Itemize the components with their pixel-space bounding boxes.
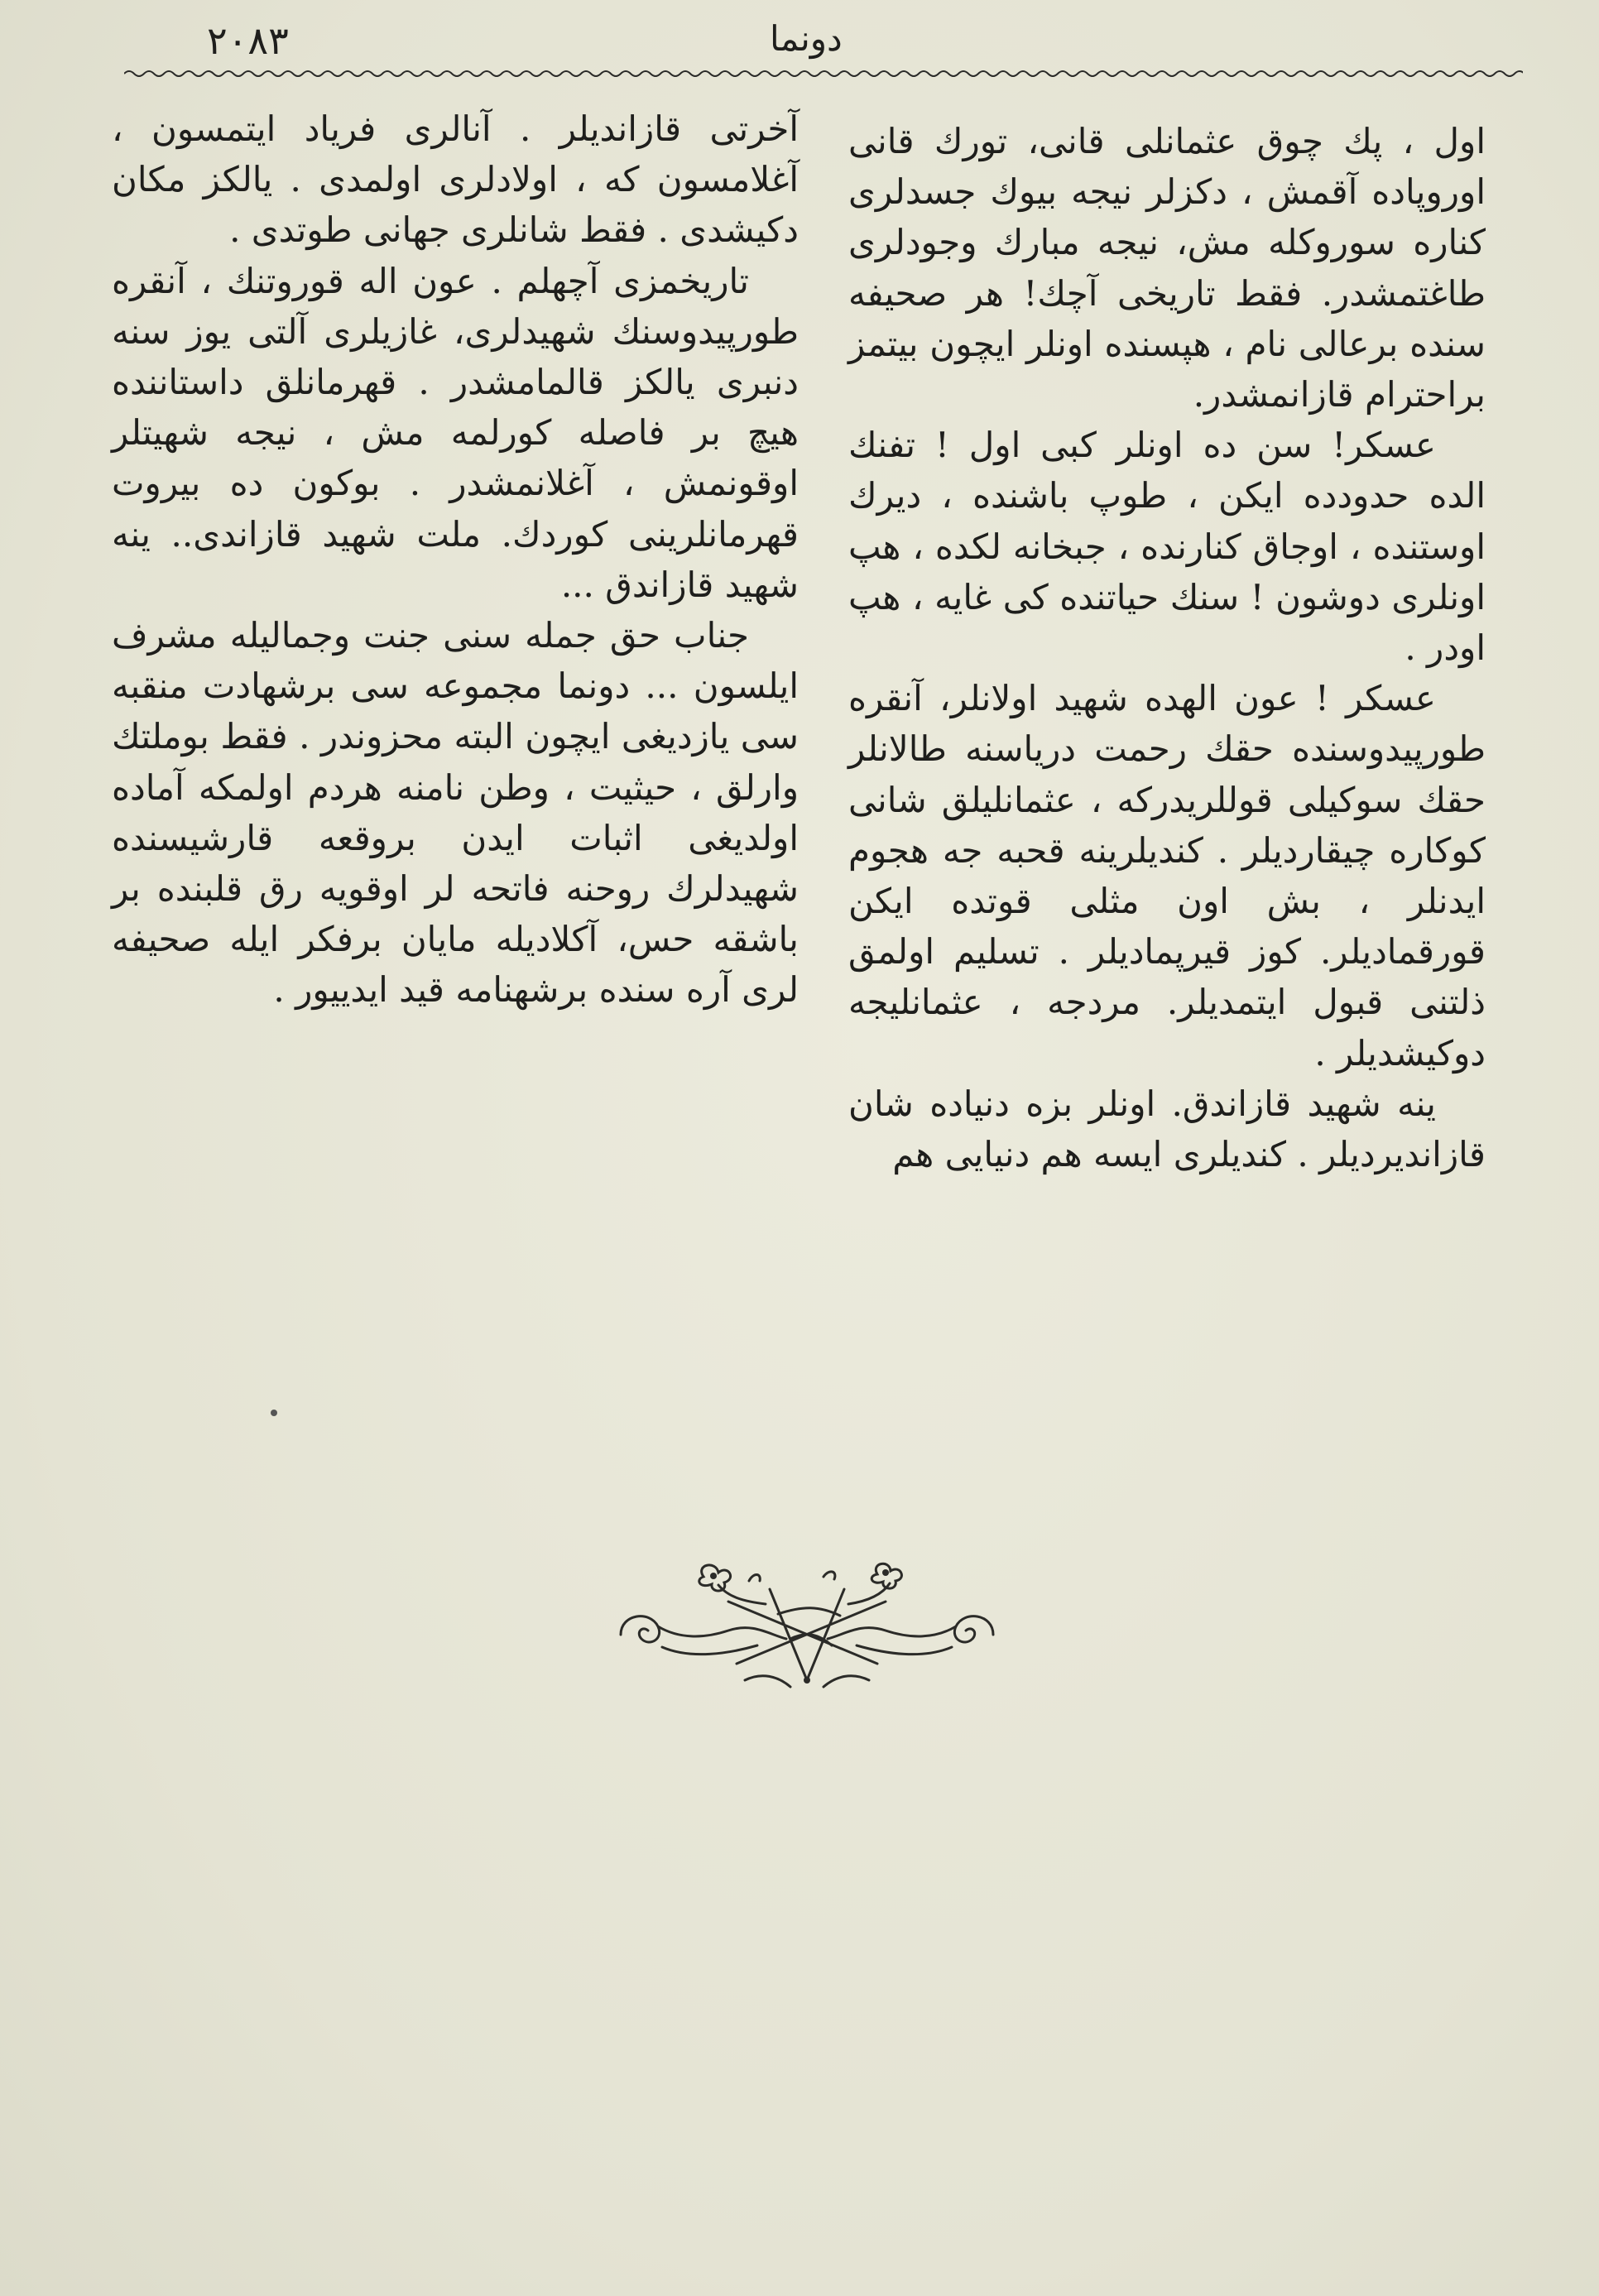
page-number: ۲۰۸۳ (207, 18, 289, 63)
paragraph: آخرتی قازانديلر . آنالری فرياد ايتمسون ، آغلامسون كه ، اولادلری اولمدی . يالكز مكان دكيشدی . فقط شانلری جهانی طوتدی . (112, 108, 799, 251)
paragraph: ينه شهيد قازاندق. اونلر بزه دنياده شان قازانديرديلر . كنديلری ايسه هم دنيايی هم (848, 1083, 1486, 1175)
paragraph: تاريخمزی آچهلم . عون اله قوروتنك ، آنقره طورپيدوسنك شهيدلری، غازيلری آلتی يوز سنه دنبری يالكز قالمامشدر . قهرمانلق داستاننده هيچ بر فاصله كورلمه مش ، نيجه شهيتلر اوقونمش ، آغلانمشدر . بوكون ده بيروت قهرمانلرينی كوردك. ملت شهيد قازاندی.. ينه شهيد قازاندق ... (112, 260, 799, 605)
running-title: دونما (770, 18, 843, 59)
right-column (848, 116, 1486, 1179)
paragraph: اول ، پك چوق عثمانلی قانی، تورك قانی اوروپاده آقمش ، دكزلر نيجه بيوك جسدلری كناره سوروكله مش، نيجه مبارك وجودلری طاغتمشدر. فقط تاريخی آچك! هر صحيفه سنده برعالی نام ، هپسنده اونلر ايچون بيتمز براحترام قازانمشدر. (848, 121, 1486, 415)
paragraph: عسكر! سن ده اونلر كبی اول ! تفنك الده حدودده ايكن ، طوپ باشنده ، ديرك اوستنده ، اوجاق كنارنده ، جبخانه لكده ، هپ اونلری دوشون ! سنك حياتنده كی غايه ، هپ اودر . (848, 425, 1486, 669)
paragraph: عسكر ! عون الهده شهيد اولانلر، آنقره طورپيدوسنده حقك رحمت درياسنه طالانلر حقك سوكيلی قوللريدركه ، عثمانليلق شانی كوكاره چيقارديلر . كنديلرينه قحبه جه هجوم ايدنلر ، بش اون مثلی قوتده ايكن قورقماديلر. كوز قيرپماديلر . تسليم اولمق ذلتنی قبول ايتمديلر. مردجه ، عثمانليجه دوكيشديلر . (848, 678, 1486, 1074)
floral-ornament-icon (612, 1556, 1001, 1697)
ink-speck (271, 1410, 277, 1416)
left-column (112, 103, 799, 1016)
paragraph: جناب حق جمله سنی جنت وجماليله مشرف ايلسون ... دونما مجموعه سی برشهادت منقبه سی يازديغی ايچون البته محزوندر . فقط بوملتك وارلق ، حيثيت ، وطن نامنه هردم اولمكه آماده اولديغی اثبات ايدن بروقعه قارشيسنده شهيدلرك روحنه فاتحه لر اوقويه رق قلبنده بر باشقه حس، آكلاديله مايان برفكر ايله صحيفه لری آره سنده برشهنامه قيد ايدييور . (112, 615, 799, 1011)
header-wavy-rule (124, 68, 1523, 79)
